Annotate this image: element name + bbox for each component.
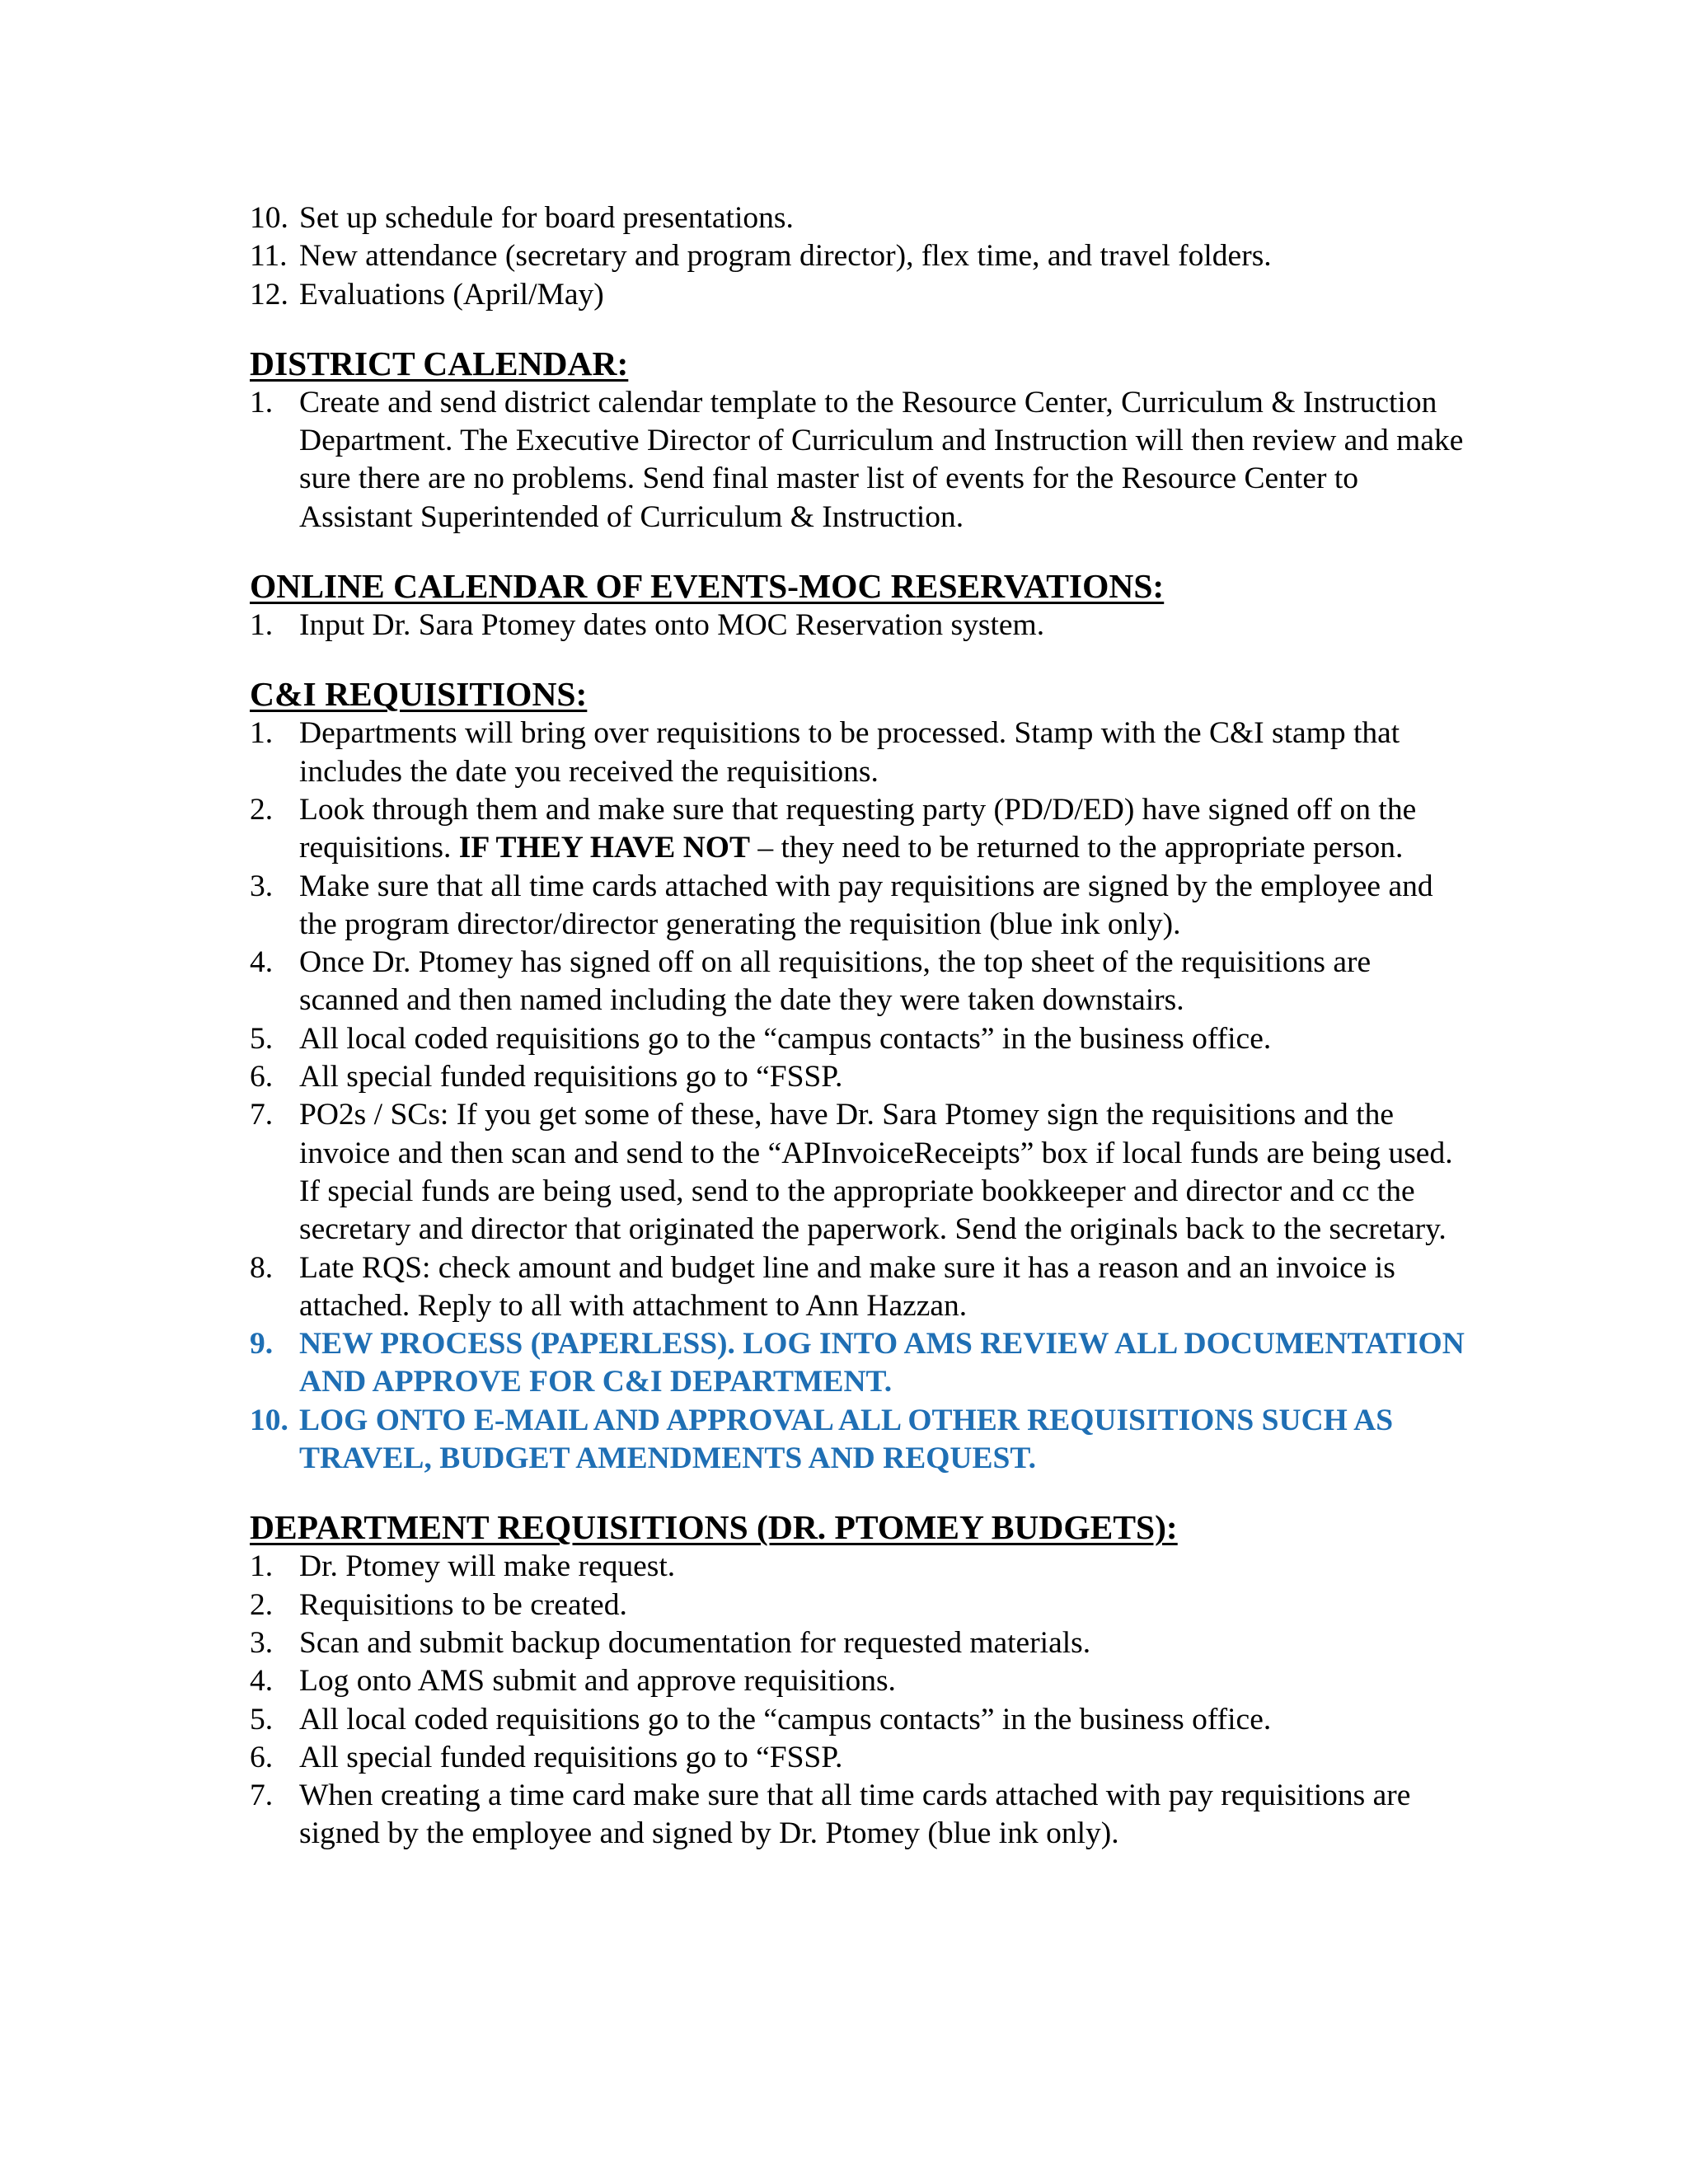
list-text: Log onto AMS submit and approve requisitions. [299,1664,896,1699]
list-text-part: Look through them and make sure that requesting party (PD/D/ED) have signed off on the requisitions. [299,792,1417,865]
list-number: 4. [250,945,274,980]
list-text: Make sure that all time cards attached with pay requisitions are signed by the employee and the program director/director generating the requisition (blue ink only). [299,869,1433,941]
list-text: Departments will bring over requisitions to be processed. Stamp with the C&I stamp that includes the date you received the requisitions. [299,716,1400,789]
list-number: 7. [250,1779,274,1813]
list-text: Scan and submit backup documentation for requested materials. [299,1625,1091,1660]
list-text: LOG ONTO E-MAIL AND APPROVAL ALL OTHER REQUISITIONS SUCH AS TRAVEL, BUDGET AMENDMENTS AND REQUEST. [299,1403,1394,1476]
emphasis-text: IF THEY HAVE NOT [458,831,750,865]
list-text: Set up schedule for board presentations. [299,201,794,235]
list-item [250,791,1470,868]
list-text [299,793,1416,865]
list-number: 3. [250,1625,274,1660]
list-text: New attendance (secretary and program director), flex time, and travel folders. [299,239,1272,274]
list-item [250,1777,1470,1854]
list-number: 1. [250,716,274,751]
list-number: 7. [250,1098,274,1132]
list-text: All special funded requisitions go to “FSSP. [299,1740,843,1774]
document-content [250,199,1470,1854]
list-item [250,384,1470,537]
intro-list [250,199,1470,314]
section-department-requisitions [250,1507,1470,1853]
list-text: PO2s / SCs: If you get some of these, have Dr. Sara Ptomey sign the requisitions and the invoice and then scan and send to the “APInvoiceReceipts” box if local funds are being used. If special funds are being used, send to the appropriate bookkeeper and director and cc the secretary and director that originated the paperwork. Send the originals back to the secretary. [299,1098,1453,1247]
list-item [250,1058,1470,1096]
section-heading: C&I REQUISITIONS: [250,675,588,714]
list-item [250,199,1470,237]
list-number: 2. [250,1587,274,1622]
list-text: All local coded requisitions go to the “campus contacts” in the business office. [299,1021,1272,1056]
list-item [250,944,1470,1020]
list-text: All local coded requisitions go to the “campus contacts” in the business office. [299,1702,1272,1736]
list-number: 1. [250,1549,274,1584]
list-number: 12. [250,277,288,312]
section-ci-requisitions [250,674,1470,1478]
list-text: NEW PROCESS (PAPERLESS). LOG INTO AMS REVIEW ALL DOCUMENTATION AND APPROVE FOR C&I DEPARTMENT. [299,1327,1465,1399]
list-number: 10. [250,201,288,235]
list-number: 3. [250,869,274,903]
list-number: 10. [250,1403,288,1437]
section-district-calendar [250,344,1470,537]
list-item [250,1624,1470,1662]
list-item [250,1096,1470,1249]
list-number: 1. [250,385,274,419]
list-text: When creating a time card make sure that all time cards attached with pay requisitions are signed by the employee and signed by Dr. Ptomey (blue ink only). [299,1779,1411,1851]
list-number: 9. [250,1327,274,1361]
list-item [250,868,1470,944]
list-number: 11. [250,239,288,274]
section-online-calendar [250,566,1470,644]
list-item [250,1249,1470,1326]
list-text: Input Dr. Sara Ptomey dates onto MOC Reservation system. [299,608,1045,643]
list-text: Evaluations (April/May) [299,277,604,312]
list-item [250,1701,1470,1739]
list-item [250,1586,1470,1624]
list-item [250,1739,1470,1777]
list-number: 8. [250,1250,274,1285]
list-number: 2. [250,792,274,827]
list-item-highlighted [250,1402,1470,1479]
list-item [250,1548,1470,1586]
list-item [250,237,1470,275]
list-text: Create and send district calendar template to the Resource Center, Curriculum & Instruction Department. The Executive Director of Curriculum and Instruction will then review and make sure there are no problems. Send final master list of events for the Resource Center to Assistant Superintended of Curriculum & Instruction. [299,385,1464,534]
list-number: 6. [250,1740,274,1774]
list-item [250,1020,1470,1058]
list-number: 6. [250,1060,274,1094]
list-number: 5. [250,1021,274,1056]
list-text: All special funded requisitions go to “FSSP. [299,1060,843,1094]
section-heading: ONLINE CALENDAR OF EVENTS-MOC RESERVATIONS: [250,567,1165,606]
list-number: 5. [250,1702,274,1736]
list-text: Dr. Ptomey will make request. [299,1549,676,1584]
list-number: 4. [250,1664,274,1699]
list-item [250,1662,1470,1700]
section-heading: DISTRICT CALENDAR: [250,344,629,382]
list-item [250,607,1470,644]
list-item-highlighted [250,1325,1470,1402]
section-heading: DEPARTMENT REQUISITIONS (DR. PTOMEY BUDGETS): [250,1508,1178,1547]
list-text: Late RQS: check amount and budget line and make sure it has a reason and an invoice is attached. Reply to all with attachment to Ann Hazzan. [299,1250,1395,1323]
list-item [250,276,1470,314]
list-text: Once Dr. Ptomey has signed off on all requisitions, the top sheet of the requisitions are scanned and then named including the date they were taken downstairs. [299,945,1372,1018]
list-item [250,715,1470,791]
list-text: Requisitions to be created. [299,1587,627,1622]
list-number: 1. [250,608,274,643]
list-text-part: – they need to be returned to the appropriate person. [749,831,1404,865]
